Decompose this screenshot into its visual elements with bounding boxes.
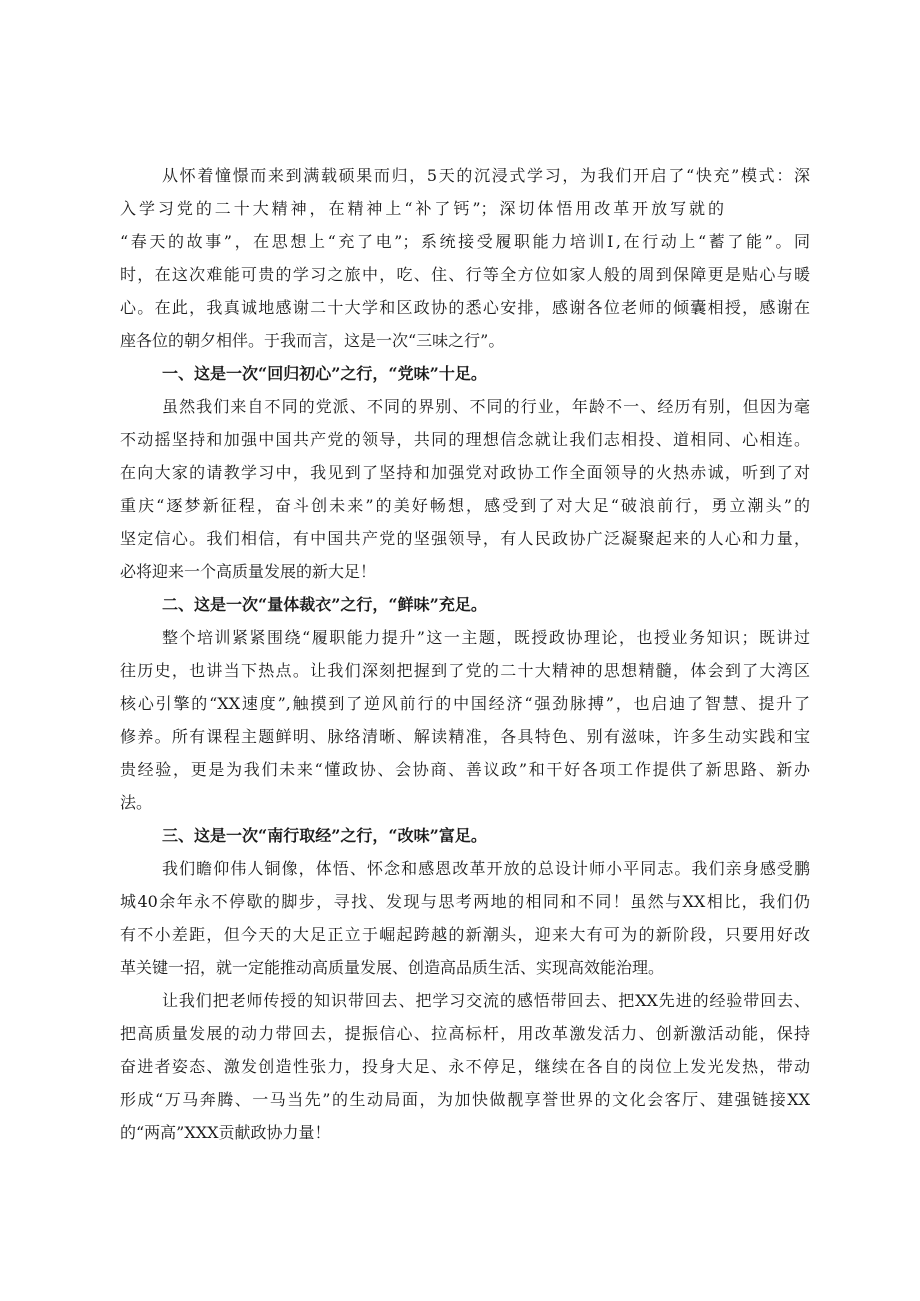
- text-line: 让我们把老师传授的知识带回去、把学习交流的感悟带回去、把XX先进的经验带回去、: [162, 991, 810, 1010]
- text-line: 时，在这次难能可贵的学习之旅中，吃、住、行等全方位如家人般的周到保障更是贴心与暖: [120, 265, 810, 284]
- text-line: 往历史，也讲当下热点。让我们深刻把握到了党的二十大精神的思想精髓，体会到了大湾区: [120, 661, 810, 680]
- document-body: [120, 165, 810, 1155]
- text-line: 奋进者姿态、激发创造性张力，投身大足、永不停足，继续在各自的岗位上发光发热，带动: [120, 1057, 810, 1076]
- text-line: 整个培训紧紧围绕“履职能力提升”这一主题，既授政协理论，也授业务知识；既讲过: [162, 628, 810, 647]
- text-line: 把高质量发展的动力带回去，提振信心、拉高标杆，用改革激发活力、创新激活动能，保持: [120, 1024, 810, 1043]
- section-heading: 三、这是一次“南行取经”之行，“改味”富足。: [162, 826, 487, 845]
- text-line: 有不小差距，但今天的大足正立于崛起跨越的新潮头，迎来大有可为的新阶段，只要用好改: [120, 925, 810, 944]
- text-line: 从怀着憧憬而来到满载硕果而归，5天的沉浸式学习，为我们开启了“快充”模式：深: [162, 166, 810, 185]
- section-heading: 一、这是一次“回归初心”之行，“党味”十足。: [162, 364, 487, 383]
- text-line: 核心引擎的“XX速度”,触摸到了逆风前行的中国经济“强劲脉搏”，也启迪了智慧、提升了: [120, 694, 810, 713]
- text-line: 必将迎来一个高质量发展的新大足！: [120, 562, 377, 581]
- text-line: 心。在此，我真诚地感谢二十大学和区政协的悉心安排，感谢各位老师的倾囊相授，感谢在: [120, 298, 810, 317]
- text-line: 在向大家的请教学习中，我见到了坚持和加强党对政协工作全面领导的火热赤诚，听到了对: [120, 463, 810, 482]
- text-line: 法。: [120, 793, 153, 812]
- text-line: 座各位的朝夕相伴。于我而言，这是一次“三味之行”。: [120, 331, 505, 350]
- section-heading: 二、这是一次“量体裁衣”之行，“鲜味”充足。: [162, 595, 487, 614]
- text-line: 的“两高”XXX贡献政协力量！: [120, 1123, 331, 1142]
- text-line: “春天的故事”，在思想上“充了电”；系统接受履职能力培训Ⅰ,在行动上“蓄了能”。同: [120, 232, 810, 251]
- text-line: 我们瞻仰伟人铜像，体悟、怀念和感恩改革开放的总设计师小平同志。我们亲身感受鹏: [162, 859, 810, 878]
- text-line: 形成“万马奔腾、一马当先”的生动局面，为加快做靓享誉世界的文化会客厅、建强链接XX: [120, 1090, 810, 1109]
- text-line: 革关键一招，就一定能推动高质量发展、创造高品质生活、实现高效能治理。: [120, 958, 665, 977]
- text-line: 修养。所有课程主题鲜明、脉络清晰、解读精准，各具特色、别有滋味，许多生动实践和宝: [120, 727, 810, 746]
- text-line: 虽然我们来自不同的党派、不同的界别、不同的行业，年龄不一、经历有别，但因为毫: [162, 397, 810, 416]
- text-line: 坚定信心。我们相信，有中国共产党的坚强领导，有人民政协广泛凝聚起来的人心和力量，: [120, 529, 810, 548]
- text-line: 贵经验，更是为我们未来“懂政协、会协商、善议政”和干好各项工作提供了新思路、新办: [120, 760, 810, 779]
- text-line: 城40余年永不停歇的脚步，寻找、发现与思考两地的相同和不同！虽然与XX相比，我们仍: [120, 892, 810, 911]
- text-line: 重庆“逐梦新征程，奋斗创未来”的美好畅想，感受到了对大足“破浪前行，勇立潮头”的: [120, 496, 810, 515]
- text-line: 入学习党的二十大精神，在精神上“补了钙”；深切体悟用改革开放写就的: [120, 199, 724, 218]
- text-line: 不动摇坚持和加强中国共产党的领导，共同的理想信念就让我们志相投、道相同、心相连。: [120, 430, 810, 449]
